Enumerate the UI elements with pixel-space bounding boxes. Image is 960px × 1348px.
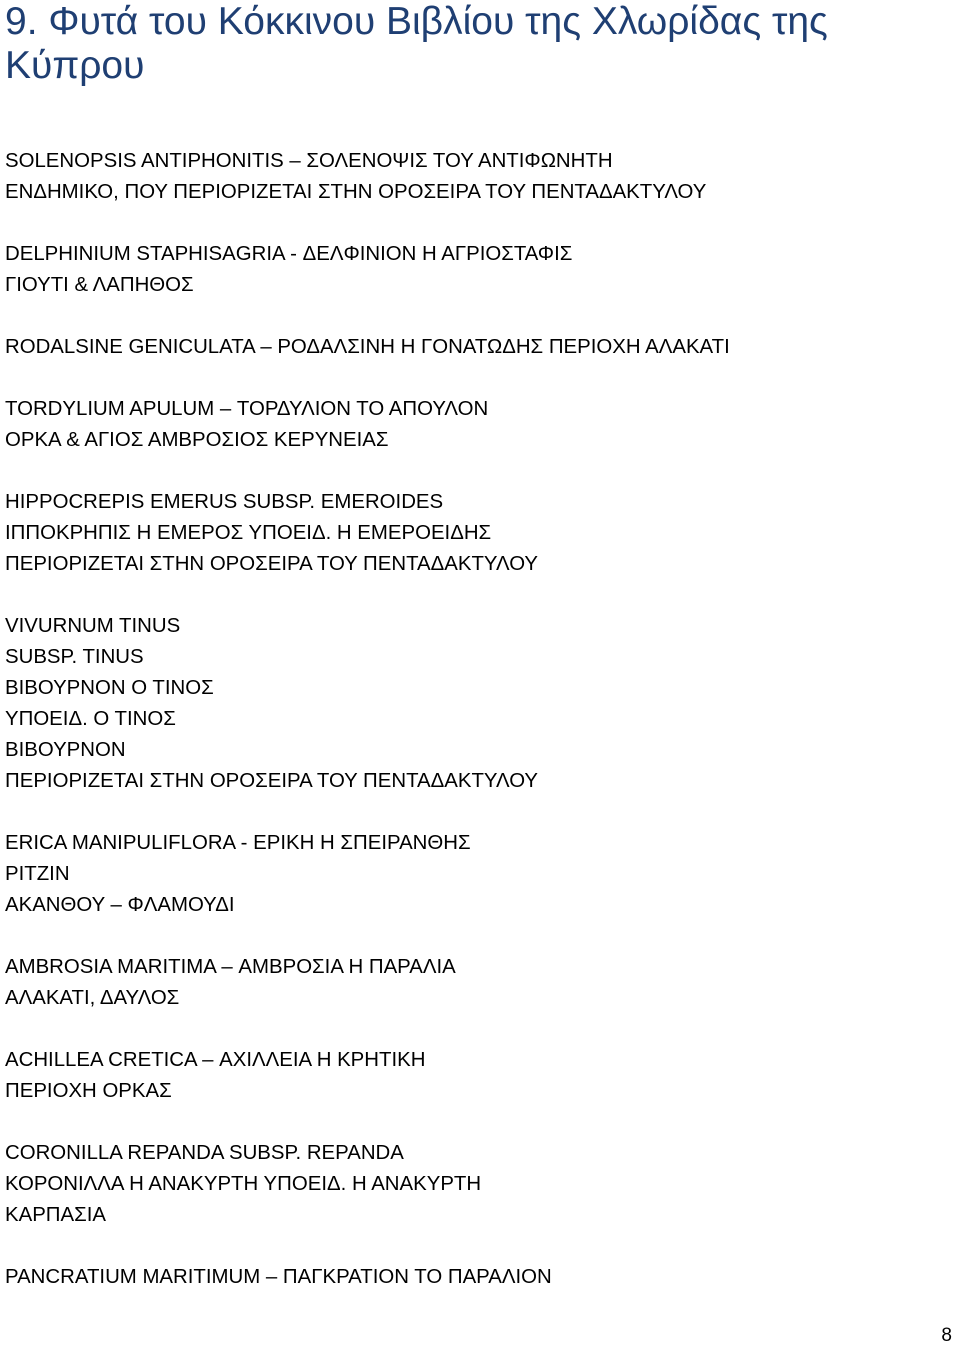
plant-entry-line: ΠΕΡΙΟΧΗ ΟΡΚΑΣ <box>5 1080 172 1102</box>
plant-entry <box>5 332 945 363</box>
plant-entry <box>5 828 945 921</box>
plant-entry <box>5 1045 945 1107</box>
plant-entry-line: SUBSP. TINUS <box>5 646 144 668</box>
plant-entry-line: ΑΚΑΝΘΟΥ – ΦΛΑΜΟΥΔΙ <box>5 894 235 916</box>
plant-entry-line: HIPPOCREPIS EMERUS SUBSP. EMEROIDES <box>5 491 444 513</box>
plant-entry-line: ACHILLEA CRETICA – ΑΧΙΛΛΕΙΑ Η ΚΡΗΤΙΚΗ <box>5 1049 426 1071</box>
plant-entry <box>5 1262 945 1293</box>
plant-entry-line: ΓΙΟΥΤΙ & ΛΑΠΗΘΟΣ <box>5 274 194 296</box>
plant-entry-line: AMBROSIA MARITIMA – ΑΜΒΡΟΣΙΑ Η ΠΑΡΑΛΙΑ <box>5 956 456 978</box>
plant-entry <box>5 239 945 301</box>
plant-entry-line: ΒΙΒΟΥΡΝΟΝ <box>5 739 126 761</box>
plant-entry <box>5 952 945 1014</box>
page-title: 9. Φυτά του Κόκκινου Βιβλίου της Χλωρίδας της Κύπρου <box>5 0 828 87</box>
plant-entry-line: CORONILLA REPANDA SUBSP. REPANDA <box>5 1142 404 1164</box>
plant-entry-line: DELPHINIUM STAPHISAGRIA - ΔΕΛΦΙΝΙΟΝ Η ΑΓΡΙΟΣΤΑΦΙΣ <box>5 243 573 265</box>
plant-entry-line: SOLENOPSIS ANTIPHONITIS – ΣΟΛΕΝΟΨΙΣ ΤΟΥ ΑΝΤΙΦΩΝΗΤΗ <box>5 150 613 172</box>
plant-entry <box>5 611 945 797</box>
plant-entry-line: ΑΛΑΚΑΤΙ, ΔΑΥΛΟΣ <box>5 987 180 1009</box>
plant-entry-line: VIVURNUM TINUS <box>5 615 181 637</box>
page-number: 8 <box>941 1325 952 1346</box>
plant-entry-line: ΚΟΡΟΝΙΛΛΑ Η ΑΝΑΚΥΡΤΗ ΥΠΟΕΙΔ. Η ΑΝΑΚΥΡΤΗ <box>5 1173 482 1195</box>
plant-entry-line: RODALSINE GENICULATA – ΡΟΔΑΛΣΙΝΗ Η ΓΟΝΑΤΩΔΗΣ ΠΕΡΙΟΧΗ ΑΛΑΚΑΤΙ <box>5 336 730 358</box>
plant-entry-line: ΒΙΒΟΥΡΝΟΝ Ο ΤΙΝΟΣ <box>5 677 214 699</box>
plant-entry <box>5 487 945 580</box>
plant-entry-line: ΠΕΡΙΟΡΙΖΕΤΑΙ ΣΤΗΝ ΟΡΟΣΕΙΡΑ ΤΟΥ ΠΕΝΤΑΔΑΚΤΥΛΟΥ <box>5 553 539 575</box>
plant-entry-line: TORDYLIUM APULUM – ΤΟΡΔΥΛΙΟΝ ΤΟ ΑΠΟΥΛΟΝ <box>5 398 489 420</box>
plant-entry <box>5 146 945 208</box>
plant-entry-line: ΟΡΚΑ & ΑΓΙΟΣ ΑΜΒΡΟΣΙΟΣ ΚΕΡΥΝΕΙΑΣ <box>5 429 389 451</box>
plant-entry-line: PANCRATIUM MARITIMUM – ΠΑΓΚΡΑΤΙΟΝ ΤΟ ΠΑΡΑΛΙΟΝ <box>5 1266 552 1288</box>
plant-entry <box>5 394 945 456</box>
plant-entry-line: ΠΕΡΙΟΡΙΖΕΤΑΙ ΣΤΗΝ ΟΡΟΣΕΙΡΑ ΤΟΥ ΠΕΝΤΑΔΑΚΤΥΛΟΥ <box>5 770 539 792</box>
plant-entry <box>5 1138 945 1231</box>
plant-entry-line: ΥΠΟΕΙΔ. Ο ΤΙΝΟΣ <box>5 708 176 730</box>
plant-entry-line: ERICA MANIPULIFLORA - ΕΡΙΚΗ Η ΣΠΕΙΡΑΝΘΗΣ <box>5 832 471 854</box>
plant-entry-line: ΙΠΠΟΚΡΗΠΙΣ Η ΕΜΕΡΟΣ ΥΠΟΕΙΔ. Η ΕΜΕΡΟΕΙΔΗΣ <box>5 522 492 544</box>
plant-entry-line: ΡΙΤΖΙΝ <box>5 863 70 885</box>
plant-entry-line: ΕΝΔΗΜΙΚΟ, ΠΟΥ ΠΕΡΙΟΡΙΖΕΤΑΙ ΣΤΗΝ ΟΡΟΣΕΙΡΑ ΤΟΥ ΠΕΝΤΑΔΑΚΤΥΛΟΥ <box>5 181 707 203</box>
plant-list <box>5 146 945 1324</box>
plant-entry-line: ΚΑΡΠΑΣΙΑ <box>5 1204 106 1226</box>
